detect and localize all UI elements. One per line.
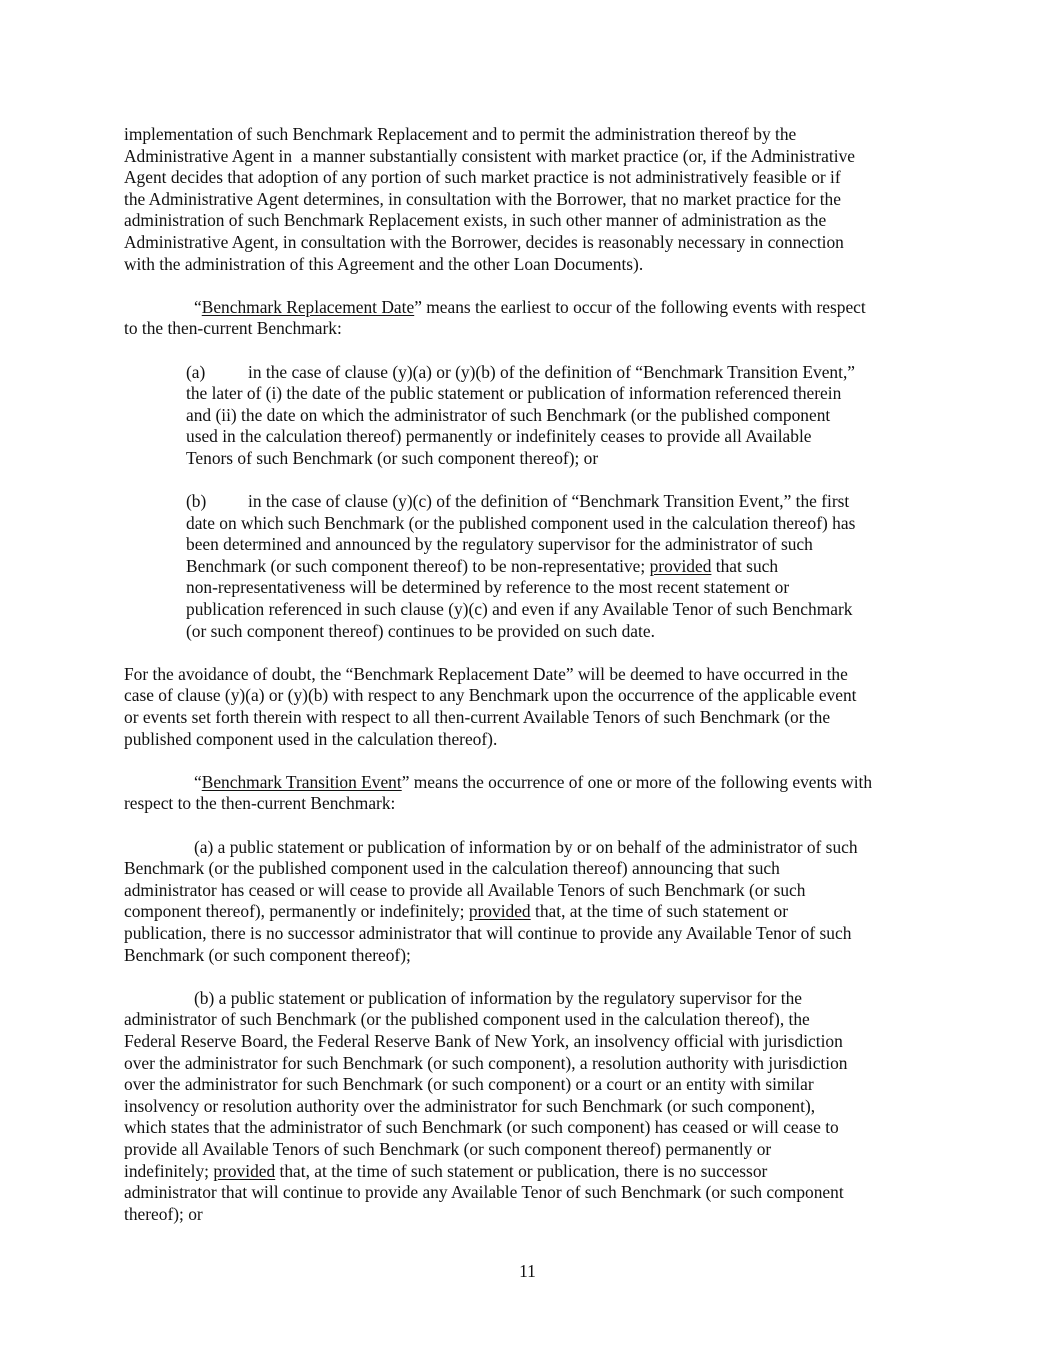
text-line [124,1161,932,1183]
text-line [186,362,932,384]
text-line: which states that the administrator of such Benchmark (or such component) has ceased or will cease to [124,1117,839,1138]
text-line: Agent decides that adoption of any portion of such market practice is not administratively feasible or if [124,167,841,188]
text-line: (or such component thereof) continues to be provided on such date. [186,620,655,641]
defined-term: Benchmark Transition Event [201,771,402,792]
text-line: and (ii) the date on which the administrator of such Benchmark (or the published component [186,404,831,425]
text-line: administration of such Benchmark Replacement exists, in such other manner of administration as the [124,210,827,231]
provided-term: provided [649,555,712,576]
text-line: case of clause (y)(a) or (y)(b) with respect to any Benchmark upon the occurrence of the applicable event [124,685,857,706]
text-line: For the avoidance of doubt, the “Benchmark Replacement Date” will be deemed to have occurred in the [124,663,848,684]
text-line: Benchmark (or such component thereof); [124,944,411,965]
text-segment: that, at the time of such statement or publication, there is no successor [275,1160,768,1181]
clause-label: (b) [186,491,207,512]
text-segment: Benchmark (or such component thereof) to be non-representative; [186,555,650,576]
text-line: (a) a public statement or publication of information by or on behalf of the administrator of such [194,836,858,857]
text-line: over the administrator for such Benchmark (or such component), a resolution authority with jurisdiction [124,1052,848,1073]
text-line: used in the calculation thereof) permanently or indefinitely ceases to provide all Available [186,426,812,447]
text-segment: that, at the time of such statement or [530,901,789,922]
event-clause-b [124,988,932,1226]
avoidance-of-doubt-paragraph [124,664,932,750]
text-line: to the then-current Benchmark: [124,318,342,339]
provided-term: provided [468,901,531,922]
definition-text: ” means the occurrence of one or more of the following events with [401,771,873,792]
clause-text: in the case of clause (y)(c) of the definition of “Benchmark Transition Event,” the first [248,491,850,512]
defined-term: Benchmark Replacement Date [201,296,415,317]
definition-benchmark-transition-event [124,772,932,815]
text-line: Federal Reserve Board, the Federal Reserve Bank of New York, an insolvency official with jurisdiction [124,1030,843,1051]
text-line: administrator has ceased or will cease to provide all Available Tenors of such Benchmark (or such [124,879,806,900]
definition-text: ” means the earliest to occur of the following events with respect [414,296,866,317]
text-line: been determined and announced by the regulatory supervisor for the administrator of such [186,534,813,555]
text-line: Tenors of such Benchmark (or such component thereof); or [186,447,599,468]
clause-text: in the case of clause (y)(a) or (y)(b) of the definition of “Benchmark Transition Event,” [248,361,856,382]
text-line: with the administration of this Agreement and the other Loan Documents). [124,253,644,274]
text-line: the Administrative Agent determines, in consultation with the Borrower, that no market practice for the [124,188,841,209]
text-line: the later of (i) the date of the public statement or publication of information referenced therein [186,383,842,404]
text-line: published component used in the calculation thereof). [124,728,498,749]
text-segment: indefinitely; [124,1160,214,1181]
text-line: over the administrator for such Benchmark (or such component) or a court or an entity with similar [124,1074,814,1095]
text-line [124,901,932,923]
text-segment: component thereof), permanently or indefinitely; [124,901,469,922]
text-line: date on which such Benchmark (or the published component used in the calculation thereof) has [186,512,856,533]
definition-benchmark-replacement-date [124,297,932,340]
open-quote: “ [194,296,202,317]
clause-label: (a) [186,361,206,382]
text-line: respect to the then-current Benchmark: [124,793,396,814]
page-number: 11 [519,1261,536,1281]
document-page [124,124,932,1225]
text-line: Administrative Agent, in consultation with the Borrower, decides is reasonably necessary in connection [124,231,844,252]
paragraph-continuation [124,124,932,275]
text-line: (b) a public statement or publication of information by the regulatory supervisor for the [194,987,803,1008]
text-segment: that such [711,555,779,576]
text-line [186,491,932,513]
text-line: non-representativeness will be determined by reference to the most recent statement or [186,577,790,598]
provided-term: provided [213,1160,276,1181]
text-line [124,772,932,794]
text-line: publication, there is no successor administrator that will continue to provide any Available Tenor of such [124,922,852,943]
text-line: Benchmark (or the published component used in the calculation thereof) announcing that such [124,858,780,879]
text-line: insolvency or resolution authority over the administrator for such Benchmark (or such component), [124,1095,816,1116]
text-line: or events set forth therein with respect to all then-current Available Tenors of such Benchmark (or the [124,707,831,728]
text-line: publication referenced in such clause (y)(c) and even if any Available Tenor of such Benchmark [186,599,853,620]
clause-a [124,362,932,470]
text-line: administrator of such Benchmark (or the published component used in the calculation thereof), the [124,1009,810,1030]
text-line: administrator that will continue to provide any Available Tenor of such Benchmark (or such component [124,1182,844,1203]
text-line [124,297,932,319]
text-line: thereof); or [124,1203,203,1224]
event-clause-a [124,837,932,967]
clause-b [124,491,932,642]
text-line: Administrative Agent in a manner substantially consistent with market practice (or, if the Administrative [124,145,855,166]
text-line: provide all Available Tenors of such Benchmark (or such component thereof) permanently or [124,1138,772,1159]
text-line: implementation of such Benchmark Replacement and to permit the administration thereof by the [124,124,797,144]
text-line [186,556,932,578]
open-quote: “ [194,771,202,792]
